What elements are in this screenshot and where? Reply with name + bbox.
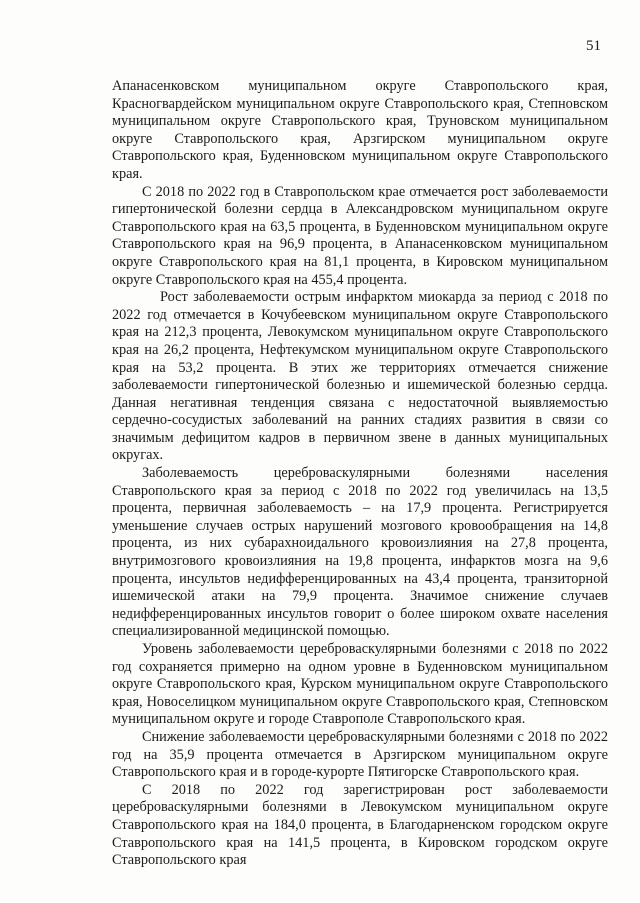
paragraph: Апанасенковском муниципальном округе Ставропольского края, Красногвардейском муниципальном округе Ставропольского края, Степновском муниципальном округе Ставропольского края, Труновском муниципальном округе Ставропольского края, Арзгирском муниципальном округе Ставропольского края, Буденновском муниципальном округе Ставропольского края.	[112, 78, 608, 182]
page-number: 51	[586, 38, 601, 54]
paragraph: Уровень заболеваемости цереброваскулярными болезнями с 2018 по 2022 год сохраняется примерно на одном уровне в Буденновском муниципальном округе Ставропольского края, Курском муниципальном округе Ставропольского края, Новоселицком муниципальном округе Ставропольского края, Степновском муниципальном округе и городе Ставрополе Ставропольского края.	[112, 641, 608, 728]
document-body	[112, 78, 608, 870]
paragraph: Заболеваемость цереброваскулярными болезнями населения Ставропольского края за период с 2018 по 2022 год увеличилась на 13,5 процента, первичная заболеваемость – на 17,9 процента. Регистрируется уменьшение случаев острых нарушений мозгового кровообращения на 14,8 процента, из них субарахноидального кровоизлияния на 27,8 процента, внутримозгового кровоизлияния на 19,8 процента, инфарктов мозга на 9,6 процента, инсультов недифференцированных на 43,4 процента, транзиторной ишемической атаки на 79,9 процента. Значимое снижение случаев недифференцированных инсультов говорит о более широком охвате населения специализированной медицинской помощью.	[112, 465, 608, 640]
paragraph: С 2018 по 2022 год зарегистрирован рост заболеваемости цереброваскулярными болезнями в Левокумском муниципальном округе Ставропольского края на 184,0 процента, в Благодарненском городском округе Ставропольского края на 141,5 процента, в Кировском городском округе Ставропольского края	[112, 781, 608, 869]
paragraph: Рост заболеваемости острым инфарктом миокарда за период с 2018 по 2022 год отмечается в Кочубеевском муниципальном округе Ставропольского края на 212,3 процента, Левокумском муниципальном округе Ставропольского края на 26,2 процента, Нефтекумском муниципальном округе Ставропольского края на 53,2 процента. В этих же территориях отмечается снижение заболеваемости гипертонической болезнью и ишемической болезнью сердца. Данная негативная тенденция связана с недостаточной выявляемостью сердечно-сосудистых заболеваний на ранних стадиях развития в связи со значимым дефицитом кадров в первичном звене в данных муниципальных округах.	[112, 289, 608, 464]
paragraph: С 2018 по 2022 год в Ставропольском крае отмечается рост заболеваемости гипертонической болезни сердца в Александровском муниципальном округе Ставропольского края на 63,5 процента, в Буденновском муниципальном округе Ставропольского края на 96,9 процента, в Апанасенковском муниципальном округе Ставропольского края на 81,1 процента, в Кировском муниципальном округе Ставропольского края на 455,4 процента.	[112, 183, 608, 288]
paragraph: Снижение заболеваемости цереброваскулярными болезнями с 2018 по 2022 год на 35,9 процента отмечается в Арзгирском муниципальном округе Ставропольского края и в городе-курорте Пятигорске Ставропольского края.	[112, 728, 608, 781]
